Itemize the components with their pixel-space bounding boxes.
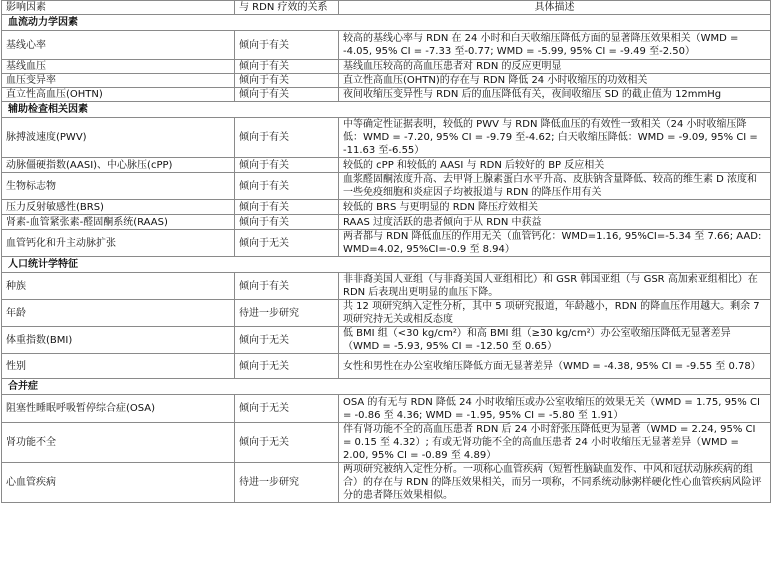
description-cell: 低 BMI 组（<30 kg/cm²）和高 BMI 组（≥30 kg/cm²）办公室收缩压降低无显著差异（WMD = -5.93, 95% CI = -12.50 至 0.65） (339, 327, 771, 354)
header-row (2, 1, 771, 15)
description-cell: 女性和男性在办公室收缩压降低方面无显著差异（WMD = -4.38, 95% CI = -9.55 至 0.78） (339, 354, 771, 379)
section-title: 血流动力学因素 (2, 15, 771, 31)
section-row (2, 257, 771, 273)
table-row (2, 395, 771, 423)
factor-cell: 阻塞性睡眠呼吸暂停综合症(OSA) (2, 395, 235, 423)
table-row (2, 74, 771, 88)
factor-cell: 性别 (2, 354, 235, 379)
factor-cell: 脉搏波速度(PWV) (2, 118, 235, 158)
table-row (2, 230, 771, 257)
description-cell: 夜间收缩压变异性与 RDN 后的血压降低有关，夜间收缩压 SD 的截止值为 12mmHg (339, 88, 771, 102)
header-factor: 影响因素 (2, 1, 235, 15)
relation-cell: 待进一步研究 (235, 463, 339, 503)
header-relation: 与 RDN 疗效的关系 (235, 1, 339, 15)
section-title: 辅助检查相关因素 (2, 102, 771, 118)
factor-cell: 血压变异率 (2, 74, 235, 88)
description-cell: 中等确定性证据表明，较低的 PWV 与 RDN 降低血压的有效性一致相关（24 小时收缩压降低：WMD = -7.20, 95% CI = -9.79 至-4.62; 白天收缩压降低：WMD = -9.09, 95% CI = -11.63 至-6.55） (339, 118, 771, 158)
description-cell: 两者都与 RDN 降低血压的作用无关（血管钙化：WMD=1.16, 95%CI=-5.34 至 7.66; AAD: WMD=4.02, 95%CI=-0.9 至 8.94） (339, 230, 771, 257)
table-row (2, 31, 771, 60)
table-row (2, 158, 771, 173)
factor-cell: 动脉僵硬指数(AASI)、中心脉压(cPP) (2, 158, 235, 173)
description-cell: RAAS 过度活跃的患者倾向于从 RDN 中获益 (339, 215, 771, 230)
description-cell: 血浆醛固酮浓度升高、去甲肾上腺素蛋白水平升高、皮肤钠含量降低、较高的维生素 D 浓度和一些免疫细胞和炎症因子均被报道与 RDN 的降压作用有关 (339, 173, 771, 200)
relation-cell: 倾向于有关 (235, 88, 339, 102)
factor-cell: 直立性高血压(OHTN) (2, 88, 235, 102)
relation-cell: 倾向于有关 (235, 31, 339, 60)
relation-cell: 倾向于有关 (235, 74, 339, 88)
relation-cell: 倾向于有关 (235, 200, 339, 215)
description-cell: 共 12 项研究纳入定性分析，其中 5 项研究报道，年龄越小，RDN 的降血压作用越大。剩余 7 项研究持无关或相反态度 (339, 300, 771, 327)
table-row (2, 118, 771, 158)
relation-cell: 倾向于有关 (235, 273, 339, 300)
factor-cell: 心血管疾病 (2, 463, 235, 503)
relation-cell: 倾向于有关 (235, 118, 339, 158)
relation-cell: 倾向于有关 (235, 215, 339, 230)
section-row (2, 379, 771, 395)
factor-cell: 基线血压 (2, 60, 235, 74)
factor-cell: 血管钙化和升主动脉扩张 (2, 230, 235, 257)
relation-cell: 倾向于有关 (235, 173, 339, 200)
section-title: 合并症 (2, 379, 771, 395)
table-row (2, 354, 771, 379)
factor-cell: 压力反射敏感性(BRS) (2, 200, 235, 215)
relation-cell: 倾向于无关 (235, 354, 339, 379)
description-cell: 较低的 BRS 与更明显的 RDN 降压疗效相关 (339, 200, 771, 215)
relation-cell: 倾向于有关 (235, 60, 339, 74)
description-cell: 两项研究被纳入定性分析。一项称心血管疾病（短暂性脑缺血发作、中风和冠状动脉疾病的组合）的存在与 RDN 的降压效果相关，而另一项称，不同系统动脉粥样硬化性心血管疾病风险评分的患者降压效果相似。 (339, 463, 771, 503)
relation-cell: 倾向于无关 (235, 423, 339, 463)
factor-cell: 种族 (2, 273, 235, 300)
relation-cell: 倾向于无关 (235, 395, 339, 423)
table-row (2, 200, 771, 215)
table-row (2, 173, 771, 200)
description-cell: OSA 的有无与 RDN 降低 24 小时收缩压或办公室收缩压的效果无关（WMD = 1.75, 95% CI = -0.86 至 4.36; WMD = -1.95, 95% CI = -5.80 至 1.91） (339, 395, 771, 423)
factor-cell: 年龄 (2, 300, 235, 327)
relation-cell: 倾向于无关 (235, 230, 339, 257)
table-row (2, 300, 771, 327)
section-row (2, 102, 771, 118)
section-title: 人口统计学特征 (2, 257, 771, 273)
description-cell: 较低的 cPP 和较低的 AASI 与 RDN 后较好的 BP 反应相关 (339, 158, 771, 173)
description-cell: 直立性高血压(OHTN)的存在与 RDN 降低 24 小时收缩压的功效相关 (339, 74, 771, 88)
section-row (2, 15, 771, 31)
table-row (2, 327, 771, 354)
relation-cell: 倾向于有关 (235, 158, 339, 173)
description-cell: 伴有肾功能不全的高血压患者 RDN 后 24 小时舒张压降低更为显著（WMD = 2.24, 95% CI = 0.15 至 4.32）; 有或无肾功能不全的高血压患者 24 小时收缩压无显著差异（WMD = 2.00, 95% CI = -0.89 至 4.89） (339, 423, 771, 463)
table-row (2, 88, 771, 102)
description-cell: 非非裔美国人亚组（与非裔美国人亚组相比）和 GSR 韩国亚组（与 GSR 高加索亚组相比）在 RDN 后表现出更明显的血压下降。 (339, 273, 771, 300)
factor-cell: 生物标志物 (2, 173, 235, 200)
table-row (2, 463, 771, 503)
table-row (2, 273, 771, 300)
factor-cell: 肾功能不全 (2, 423, 235, 463)
table-row (2, 423, 771, 463)
description-cell: 基线血压较高的高血压患者对 RDN 的反应更明显 (339, 60, 771, 74)
relation-cell: 倾向于无关 (235, 327, 339, 354)
factor-cell: 肾素-血管紧张素-醛固酮系统(RAAS) (2, 215, 235, 230)
description-cell: 较高的基线心率与 RDN 在 24 小时和白天收缩压降低方面的显著降压效果相关（WMD = -4.05, 95% CI = -7.33 至-0.77; WMD = -5.99, 95% CI = -9.49 至-2.50） (339, 31, 771, 60)
factor-cell: 基线心率 (2, 31, 235, 60)
table-row (2, 60, 771, 74)
header-description: 具体描述 (339, 1, 771, 15)
factor-cell: 体重指数(BMI) (2, 327, 235, 354)
table-row (2, 215, 771, 230)
relation-cell: 待进一步研究 (235, 300, 339, 327)
factors-table (1, 0, 771, 503)
